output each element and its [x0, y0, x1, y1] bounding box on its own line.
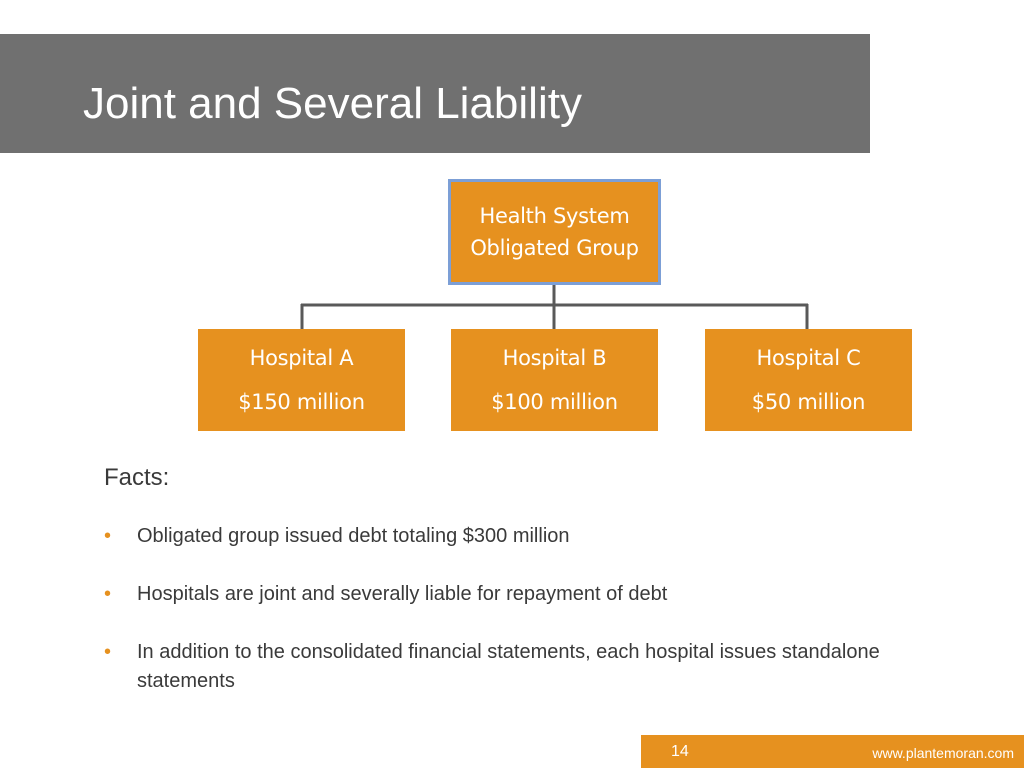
- bullet-icon: •: [104, 641, 112, 663]
- node-health-system-obligated-group: [448, 179, 661, 285]
- node-hospital-a: [198, 329, 405, 431]
- facts-list: [104, 522, 934, 696]
- list-item-text: In addition to the consolidated financial statements, each hospital issues standalone statements: [137, 641, 880, 692]
- node-amount: $100 million: [491, 390, 618, 414]
- list-item-text: Hospitals are joint and severally liable for repayment of debt: [137, 583, 668, 605]
- bullet-icon: •: [104, 583, 112, 605]
- node-amount: $50 million: [751, 390, 866, 414]
- footer-url: www.plantemoran.com: [872, 745, 1014, 761]
- bullet-icon: •: [104, 525, 112, 547]
- node-amount: $150 million: [238, 390, 365, 414]
- list-item: [104, 638, 934, 696]
- page-number: 14: [671, 743, 689, 760]
- node-hospital-c: [705, 329, 912, 431]
- slide-title: Joint and Several Liability: [83, 79, 582, 128]
- node-hospital-b: [451, 329, 658, 431]
- node-name: Hospital C: [756, 346, 861, 370]
- list-item-text: Obligated group issued debt totaling $300 million: [137, 525, 570, 547]
- node-name: Hospital A: [249, 346, 354, 370]
- node-root-line2: Obligated Group: [470, 236, 639, 260]
- node-name: Hospital B: [502, 346, 607, 370]
- facts-heading: Facts:: [104, 464, 170, 491]
- list-item: [104, 522, 934, 551]
- node-root-line1: Health System: [479, 204, 630, 228]
- list-item: [104, 580, 934, 609]
